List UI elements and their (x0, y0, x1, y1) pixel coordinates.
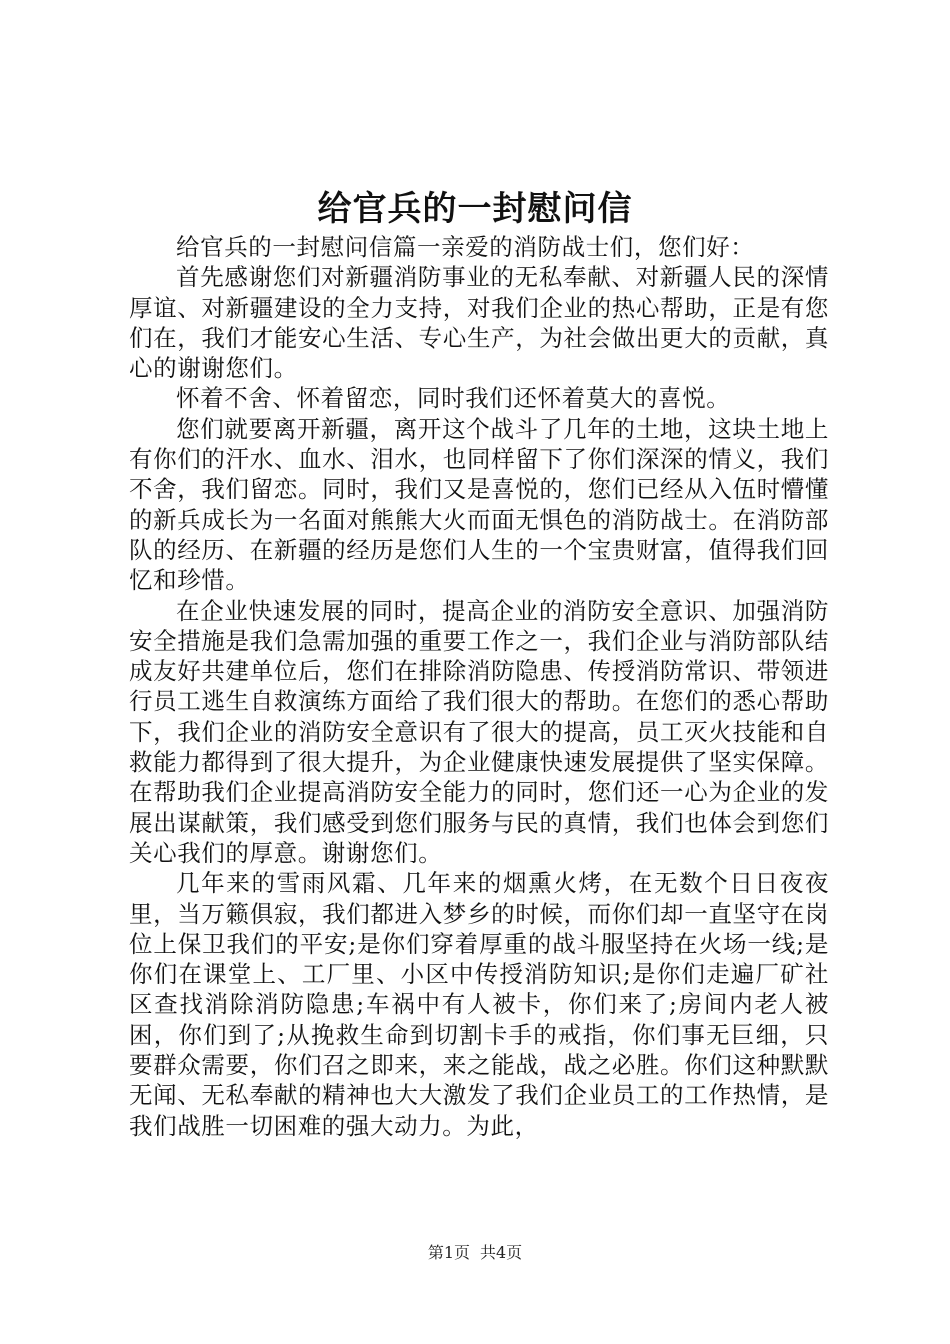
page-footer (0, 1242, 950, 1264)
paragraph: 您们就要离开新疆，离开这个战斗了几年的土地，这块土地上有你们的汗水、血水、泪水，也同样留下了你们深深的情义，我们不舍，我们留恋。同时，我们又是喜悦的，您们已经从入伍时懵懂的新兵成长为一名面对熊熊大火而面无惧色的消防战士。在消防部队的经历、在新疆的经历是您们人生的一个宝贵财富，值得我们回忆和珍惜。 (129, 414, 829, 595)
document-title: 给官兵的一封慰问信 (317, 189, 633, 229)
paragraph: 怀着不舍、怀着留恋，同时我们还怀着莫大的喜悦。 (176, 384, 731, 413)
paragraph: 几年来的雪雨风霜、几年来的烟熏火烤，在无数个日日夜夜里，当万籁俱寂，我们都进入梦乡的时候，而你们却一直坚守在岗位上保卫我们的平安;是你们穿着厚重的战斗服坚持在火场一线;是你们在课堂上、工厂里、小区中传授消防知识;是你们走遍厂矿社区查找消除消防隐患;车祸中有人被卡，你们来了;房间内老人被困，你们到了;从挽救生命到切割卡手的戒指，你们事无巨细，只要群众需要，你们召之即来，来之能战，战之必胜。你们这种默默无闻、无私奉献的精神也大大激发了我们企业员工的工作热情，是我们战胜一切困难的强大动力。为此， (129, 869, 829, 1140)
page-number: 第1页 (427, 1243, 470, 1262)
paragraph: 给官兵的一封慰问信篇一亲爱的消防战士们，您们好： (176, 233, 755, 261)
document-body (129, 232, 829, 1141)
paragraph: 首先感谢您们对新疆消防事业的无私奉献、对新疆人民的深情厚谊、对新疆建设的全力支持，对我们企业的热心帮助，正是有您们在，我们才能安心生活、专心生产，为社会做出更大的贡献，真心的谢谢您们。 (129, 263, 829, 383)
paragraph: 在企业快速发展的同时，提高企业的消防安全意识、加强消防安全措施是我们急需加强的重要工作之一，我们企业与消防部队结成友好共建单位后，您们在排除消防隐患、传授消防常识、带领进行员工逃生自救演练方面给了我们很大的帮助。在您们的悉心帮助下，我们企业的消防安全意识有了很大的提高，员工灭火技能和自救能力都得到了很大提升，为企业健康快速发展提供了坚实保障。在帮助我们企业提高消防安全能力的同时，您们还一心为企业的发展出谋献策，我们感受到您们服务与民的真情，我们也体会到您们关心我们的厚意。谢谢您们。 (129, 596, 829, 867)
page-total: 共4页 (480, 1243, 523, 1262)
